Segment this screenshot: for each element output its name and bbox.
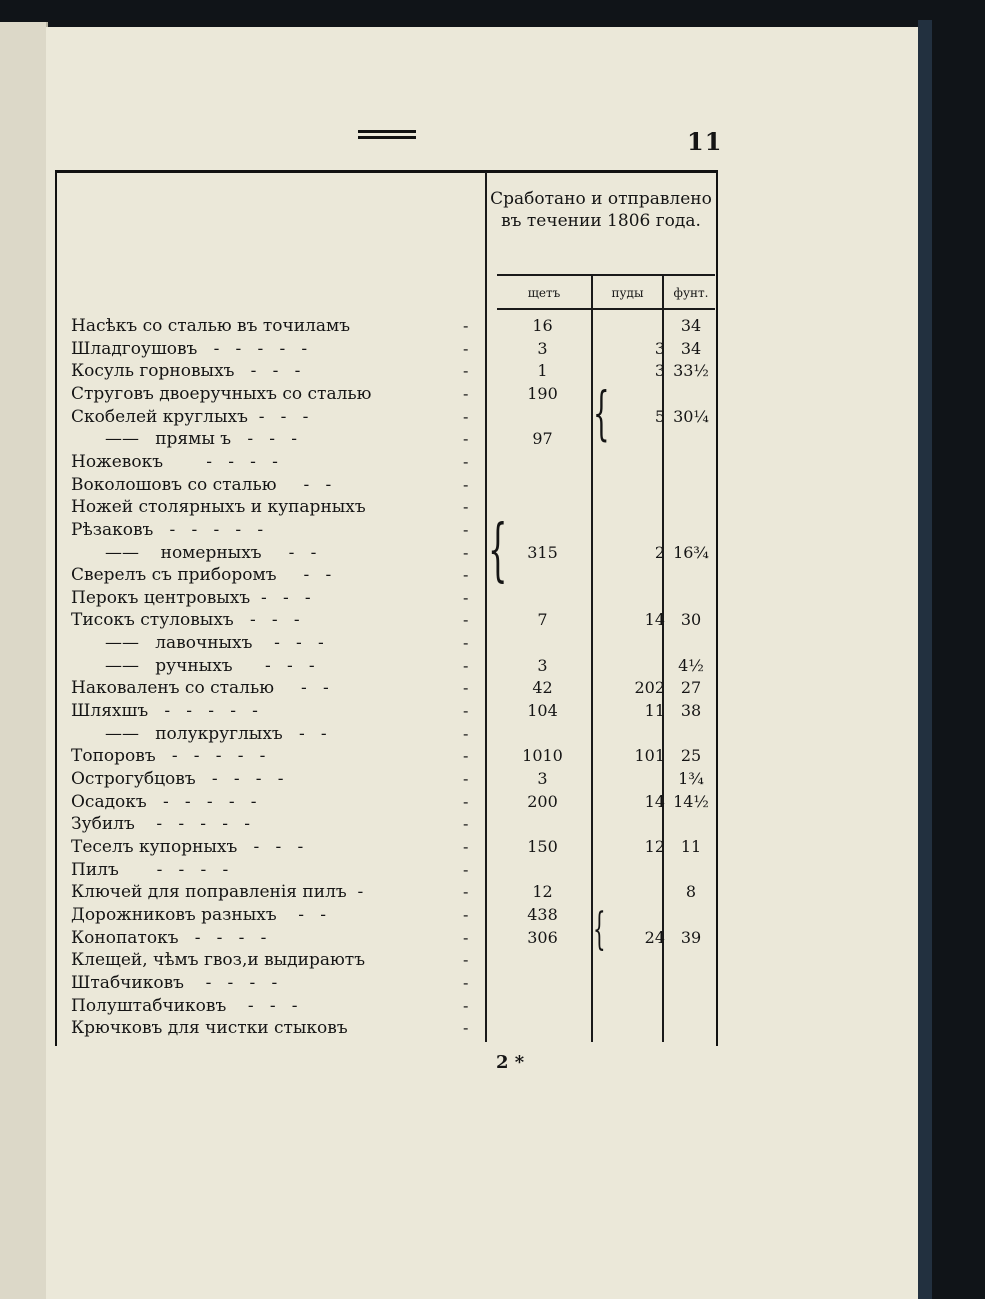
row-label: Дорожниковъ разныхъ - - [71, 905, 326, 925]
row-leader-dash: - [463, 905, 469, 924]
cell-count: 7 [537, 610, 548, 629]
cell-funt: 30¼ [673, 407, 709, 426]
row-leader-dash: - [463, 792, 469, 811]
subheader-funt: фунт. [673, 286, 709, 300]
subheader-count: щетъ [527, 286, 561, 300]
cell-funt: 16¾ [673, 543, 709, 562]
row-label: Осадокъ - - - - - [71, 792, 257, 812]
row-leader-dash: - [463, 950, 469, 969]
cell-pood: 3 [654, 339, 665, 358]
row-leader-dash: - [463, 701, 469, 720]
row-leader-dash: - [463, 996, 469, 1015]
subheader-rule-bottom [497, 308, 715, 310]
row-leader-dash: - [463, 746, 469, 765]
row-label: Воколошовъ со сталью - - [71, 475, 332, 495]
cell-count: 3 [537, 769, 548, 788]
row-label: —— прямы ъ - - - [105, 429, 297, 449]
cell-funt: 30 [680, 610, 702, 629]
row-label: Топоровъ - - - - - [71, 746, 266, 766]
cell-funt: 39 [680, 928, 702, 947]
cell-count: 200 [527, 792, 558, 811]
column-header: Сработано и отправлено въ течении 1806 года. [490, 189, 712, 231]
row-label: Сверелъ съ приборомъ - - [71, 565, 332, 585]
cell-funt: 1¾ [678, 769, 704, 788]
cell-count: 306 [527, 928, 558, 947]
cell-count: 42 [532, 678, 553, 697]
cell-count: 1 [537, 361, 548, 380]
row-label: Рѣзаковъ - - - - - [71, 520, 264, 540]
row-label: Насѣкъ со сталью въ точиламъ [71, 316, 351, 336]
page-edge [918, 20, 932, 1299]
book-spine [0, 22, 48, 1299]
row-leader-dash: - [463, 452, 469, 471]
cell-pood: 101 [634, 746, 665, 765]
cell-funt: 38 [680, 701, 702, 720]
row-label: Пилъ - - - - [71, 860, 229, 880]
row-leader-dash: - [463, 1018, 469, 1037]
row-label: —— лавочныхъ - - - [105, 633, 324, 653]
row-leader-dash: - [463, 814, 469, 833]
row-label: Наковаленъ со сталью - - [71, 678, 329, 698]
row-label: —— номерныхъ - - [105, 543, 317, 563]
row-leader-dash: - [463, 497, 469, 516]
cell-count: 3 [537, 339, 548, 358]
row-label: Ножевокъ - - - - [71, 452, 278, 472]
row-leader-dash: - [463, 610, 469, 629]
cell-pood: 3 [654, 361, 665, 380]
row-label: Полуштабчиковъ - - - [71, 996, 298, 1016]
row-leader-dash: - [463, 429, 469, 448]
cell-count: 16 [532, 316, 553, 335]
row-leader-dash: - [463, 475, 469, 494]
cell-funt: 11 [680, 837, 702, 856]
row-leader-dash: - [463, 678, 469, 697]
cell-count: 97 [532, 429, 553, 448]
row-label: Скобелей круглыхъ - - - [71, 407, 309, 427]
row-leader-dash: - [463, 837, 469, 856]
row-leader-dash: - [463, 361, 469, 380]
row-leader-dash: - [463, 769, 469, 788]
row-leader-dash: - [463, 588, 469, 607]
cell-funt: 8 [685, 882, 697, 901]
cell-count: 438 [527, 905, 558, 924]
row-label: Шляхшъ - - - - - [71, 701, 258, 721]
subheader-rule-top [497, 274, 715, 276]
cell-count: 315 [527, 543, 558, 562]
row-label: Ножей столярныхъ и купарныхъ [71, 497, 366, 517]
row-label: —— полукруглыхъ - - [105, 724, 327, 744]
cell-count: 150 [527, 837, 558, 856]
cell-count: 104 [527, 701, 558, 720]
footer-signature-mark: 2 * [496, 1052, 525, 1073]
cell-funt: 4½ [678, 656, 704, 675]
row-label: Струговъ двоеручныхъ со сталью [71, 384, 372, 404]
cell-pood: 14 [644, 792, 665, 811]
cell-pood: 14 [644, 610, 665, 629]
cell-count: 1010 [522, 746, 563, 765]
row-label: Шладгоушовъ - - - - - [71, 339, 308, 359]
row-leader-dash: - [463, 860, 469, 879]
row-label: Крючковъ для чистки стыковъ [71, 1018, 348, 1038]
row-leader-dash: - [463, 384, 469, 403]
cell-funt: 34 [680, 316, 702, 335]
cell-funt: 34 [680, 339, 702, 358]
cell-count: 190 [527, 384, 558, 403]
row-label: Теселъ купорныхъ - - - [71, 837, 304, 857]
cell-funt: 14½ [673, 792, 709, 811]
row-leader-dash: - [463, 882, 469, 901]
row-label: Клещей, чѣмъ гвоз,и выдираютъ [71, 950, 366, 970]
cell-pood: 12 [644, 837, 665, 856]
group-brace-3: { [593, 904, 606, 955]
row-label: Тисокъ стуловыхъ - - - [71, 610, 300, 630]
row-leader-dash: - [463, 656, 469, 675]
row-label: Косуль горновыхъ - - - [71, 361, 301, 381]
cell-pood: 5 [654, 407, 665, 426]
row-label: Штабчиковъ - - - - [71, 973, 278, 993]
row-leader-dash: - [463, 724, 469, 743]
cell-pood: 24 [644, 928, 665, 947]
cell-count: 12 [532, 882, 553, 901]
group-brace-1: { [593, 379, 610, 447]
subheader-pood: пуды [611, 286, 644, 300]
row-label: —— ручныхъ - - - [105, 656, 315, 676]
row-leader-dash: - [463, 928, 469, 947]
row-leader-dash: - [463, 520, 469, 539]
row-leader-dash: - [463, 339, 469, 358]
row-leader-dash: - [463, 633, 469, 652]
cell-funt: 25 [680, 746, 702, 765]
header-rule [358, 130, 416, 139]
cell-pood: 11 [644, 701, 665, 720]
cell-funt: 33½ [673, 361, 709, 380]
group-brace-2: { [488, 511, 508, 590]
row-label: Острогубцовъ - - - - [71, 769, 284, 789]
cell-pood: 202 [634, 678, 665, 697]
cell-funt: 27 [680, 678, 702, 697]
cell-pood: 2 [654, 543, 665, 562]
row-leader-dash: - [463, 565, 469, 584]
row-leader-dash: - [463, 407, 469, 426]
cell-count: 3 [537, 656, 548, 675]
column-divider-main [485, 172, 487, 1042]
row-leader-dash: - [463, 316, 469, 335]
row-label: Конопатокъ - - - - [71, 928, 267, 948]
row-label: Ключей для поправленія пилъ - [71, 882, 364, 902]
page-number: 11 [687, 127, 723, 156]
row-label: Перокъ центровыхъ - - - [71, 588, 311, 608]
row-label: Зубилъ - - - - - [71, 814, 250, 834]
row-leader-dash: - [463, 543, 469, 562]
row-leader-dash: - [463, 973, 469, 992]
